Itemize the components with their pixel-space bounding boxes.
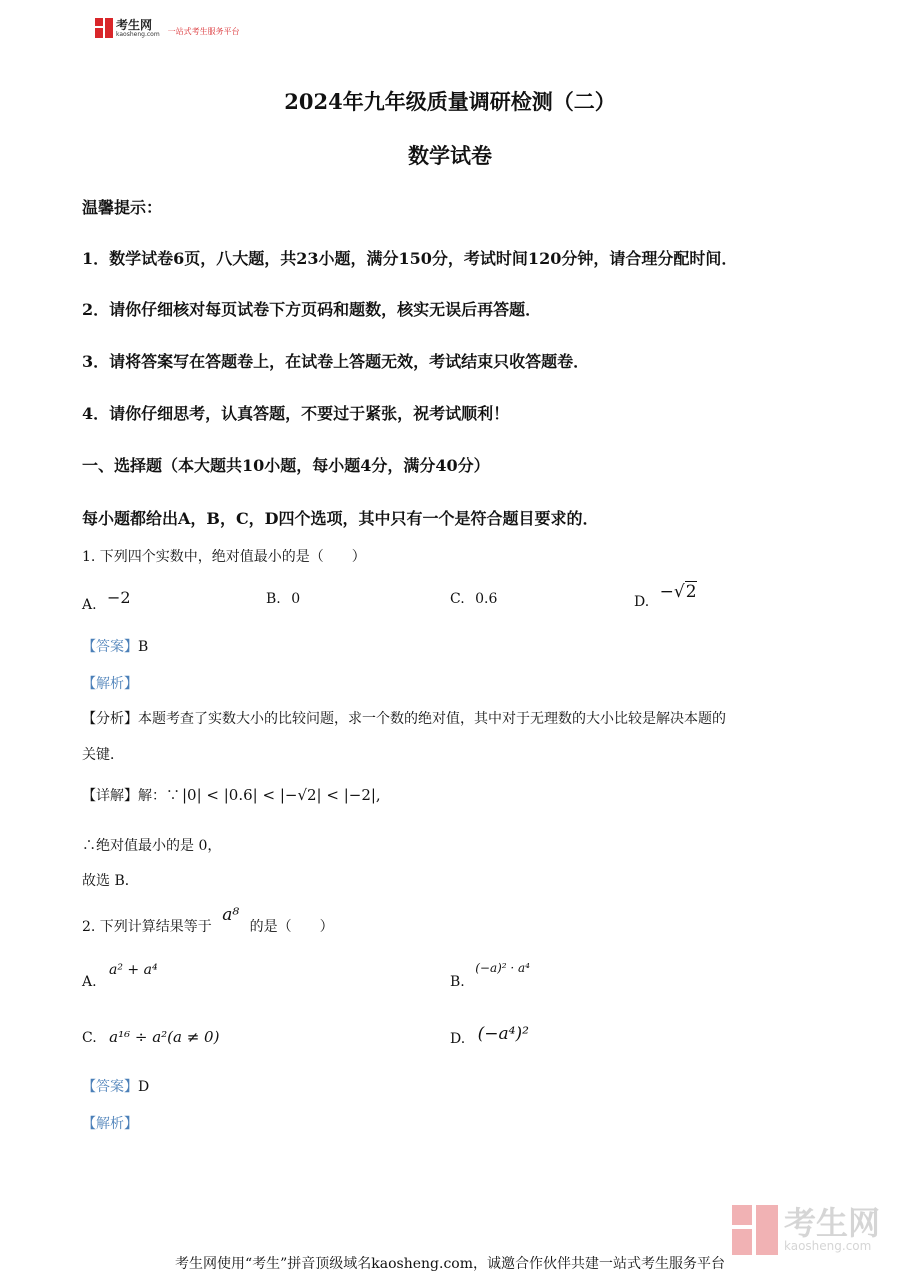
logo-name: 考生网 xyxy=(116,17,153,32)
page-footer: 考生网使用“考生”拼音顶级域名kaosheng.com，诚邀合作伙伴共建一站式考生服务平台 xyxy=(174,1256,726,1272)
answer-tag: 【答案】 xyxy=(82,639,138,655)
option-a: A. −2 xyxy=(82,588,131,613)
tip-item: 1．数学试卷6页，八大题，共23小题，满分150分，考试时间120分钟，请合理分配时间． xyxy=(82,249,738,268)
watermark-logo xyxy=(732,1205,880,1255)
answer-value: D xyxy=(138,1079,150,1095)
option-d: D. (−a⁴)² xyxy=(450,1024,529,1047)
page-subtitle: 数学试卷 xyxy=(408,143,492,168)
option-c: C. a¹⁶ ÷ a²(a ≠ 0) xyxy=(82,1028,220,1046)
therefore-line: ∴绝对值最小的是 0， xyxy=(82,838,222,854)
option-b: B. 0 xyxy=(266,591,301,607)
question-stem: 2. 下列计算结果等于 a⁸ 的是（ ） xyxy=(82,905,334,935)
analysis-tag: 【解析】 xyxy=(82,1116,138,1132)
watermark-domain: kaosheng.com xyxy=(783,1239,872,1253)
tip-item: 2．请你仔细核对每页试卷下方页码和题数，核实无误后再答题． xyxy=(82,300,542,319)
tips-heading: 温馨提示： xyxy=(82,198,163,217)
option-c: C. 0.6 xyxy=(450,591,498,607)
section-heading: 一、选择题（本大题共10小题，每小题4分，满分40分） xyxy=(82,456,490,475)
fenxi-line: 【分析】本题考查了实数大小的比较问题，求一个数的绝对值，其中对于无理数的大小比较是解决本题的 xyxy=(82,711,726,727)
fenxi-line-2: 关键． xyxy=(82,747,124,763)
logo-slogan: 一站式考生服务平台 xyxy=(167,26,240,36)
header-logo xyxy=(95,18,240,38)
tip-item: 3．请将答案写在答题卷上，在试卷上答题无效，考试结束只收答题卷． xyxy=(82,352,590,371)
watermark-name: 考生网 xyxy=(783,1204,880,1242)
answer-line xyxy=(82,636,148,656)
logo-domain: kaosheng.com xyxy=(116,30,160,38)
page-title: 2024年九年级质量调研检测（二） xyxy=(284,89,616,114)
section-instruction: 每小题都给出A，B，C，D四个选项，其中只有一个是符合题目要求的． xyxy=(82,509,599,528)
answer-line xyxy=(82,1076,149,1096)
logo-icon xyxy=(95,18,113,38)
watermark-icon xyxy=(732,1205,778,1255)
choose-line: 故选 B． xyxy=(82,873,139,889)
analysis-tag: 【解析】 xyxy=(82,676,138,692)
tip-item: 4．请你仔细思考，认真答题，不要过于紧张，祝考试顺利！ xyxy=(82,404,510,423)
option-d: D. −√2 xyxy=(634,582,697,610)
question-stem: 1. 下列四个实数中，绝对值最小的是（ ） xyxy=(82,549,366,565)
detail-line: 【详解】解：∵ |0| < |0.6| < |−√2| < |−2|, xyxy=(82,786,381,804)
answer-tag: 【答案】 xyxy=(82,1079,138,1095)
option-a: A. a² + a⁴ xyxy=(82,962,158,990)
answer-value: B xyxy=(138,639,149,655)
option-b: B. (−a)² · a⁴ xyxy=(450,961,530,990)
